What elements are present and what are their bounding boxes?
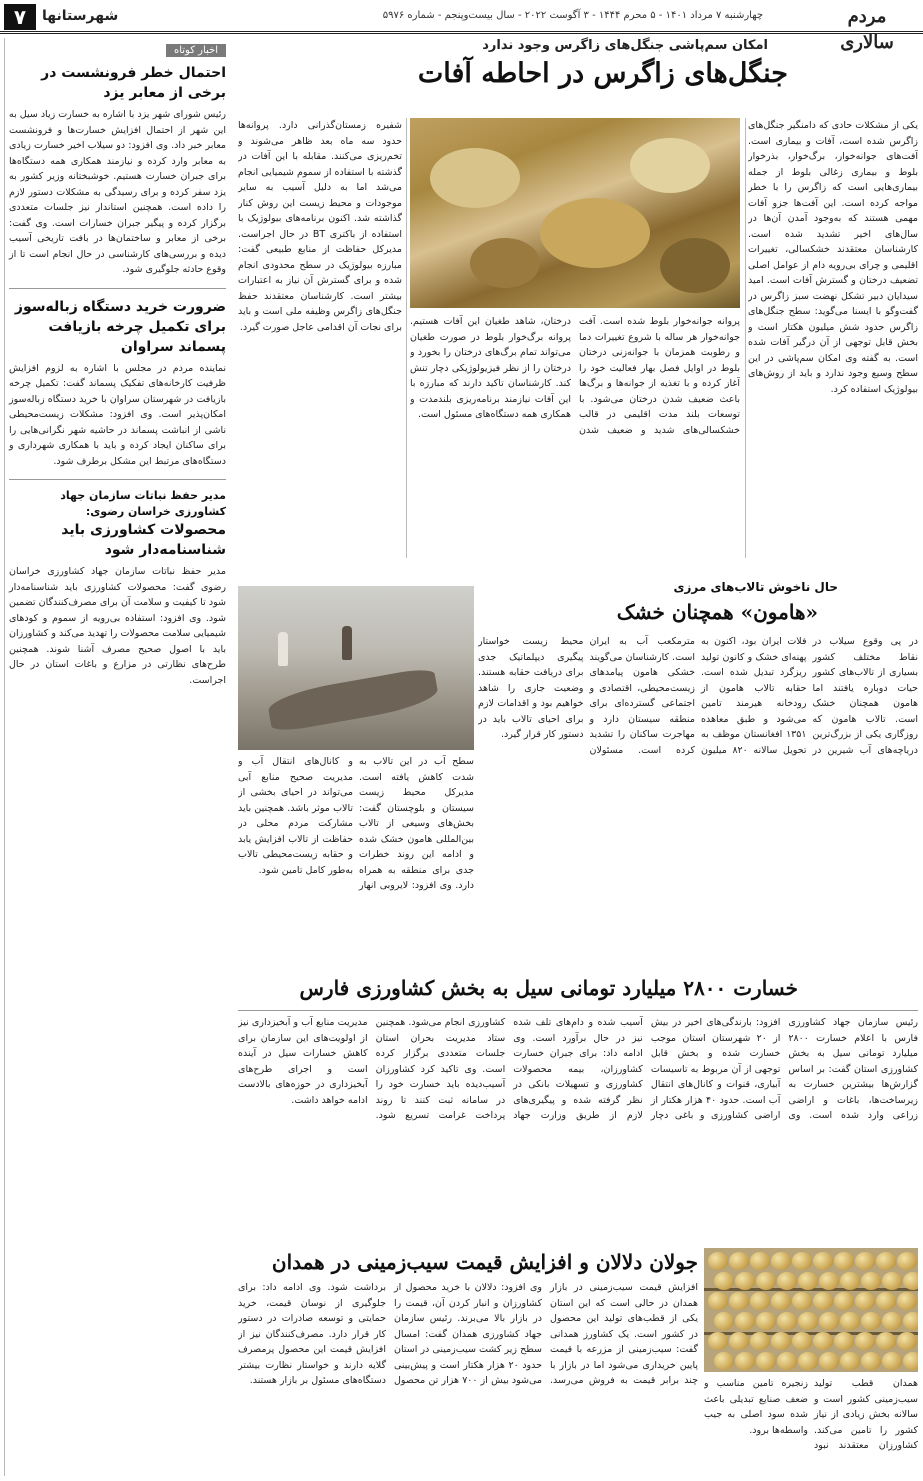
main-articles xyxy=(238,38,918,1476)
potato-shape xyxy=(792,1252,812,1270)
potato-shape xyxy=(897,1292,917,1310)
brief-yazd-title: احتمال خطر فرونشست در برخی از معابر یزد xyxy=(41,65,226,101)
section-label: شهرستانها xyxy=(42,8,119,24)
potato-shape xyxy=(771,1292,791,1310)
leaf-cluster xyxy=(630,138,710,193)
person-figure xyxy=(342,626,352,660)
short-news-column xyxy=(4,38,232,1476)
divider xyxy=(9,479,226,480)
brief-khorasan-title: محصولات کشاورزی باید شناسنامه‌دار شود xyxy=(61,522,226,558)
potato-shape xyxy=(714,1312,734,1330)
potato-shape xyxy=(708,1332,728,1350)
potato-shape xyxy=(882,1352,902,1370)
potato-shape xyxy=(777,1352,797,1370)
potato-shape xyxy=(813,1332,833,1350)
zagros-forest-photo xyxy=(410,118,740,308)
potato-shape xyxy=(714,1272,734,1290)
leaf-cluster xyxy=(470,238,540,288)
leaf-cluster xyxy=(660,238,730,293)
person-figure xyxy=(278,632,288,666)
hamoon-kicker: حال ناخوش تالاب‌های مرزی xyxy=(673,580,838,594)
potato-shape xyxy=(735,1352,755,1370)
potato-shape xyxy=(903,1272,918,1290)
potato-shape xyxy=(855,1292,875,1310)
potato-shape xyxy=(876,1332,896,1350)
potato-shape xyxy=(897,1252,917,1270)
potato-shape xyxy=(876,1252,896,1270)
potato-headline: جولان دلالان و افزایش قیمت سیب‌زمینی در همدان xyxy=(271,1250,698,1274)
lead-text-right: یکی از مشکلات حادی که دامنگیر جنگل‌های زاگرس شده است، آفات و بیماری است. آفت‌های جوانه‌خوار، برگ‌خوار، بذرخوار بلوط و بیماری زغالی بلوط از جمله بیماری‌هایی است که زاگرس را با خطر مواجه کرده است. این آفت‌ها جزو آفات مهمی هستند که به‌وجود آمدن آن‌ها در سال‌های اخیر تشدید شده است. کارشناسان معتقدند خشکسالی، تغییرات اقلیمی و چرای بی‌رویه دام از عوامل اصلی تضعیف درختان و گسترش آفات است. امید سیدایان دبیر تشکل نهضت سبز زاگرس در گفت‌وگو با ایسنا می‌گوید: سطح جنگل‌های زاگرس حدود شش میلیون هکتار است و بخش قابل توجهی از آن درگیر آفات شده است. به گفته وی امکان سم‌پاشی در این سطح وسیع وجود ندارد و باید از روش‌های بیولوژیک استفاده کرد. xyxy=(748,120,918,395)
column-rule xyxy=(406,118,407,558)
page-number: ۷ xyxy=(4,4,36,30)
potato-shape xyxy=(756,1352,776,1370)
potato-shape xyxy=(798,1312,818,1330)
potato-shape xyxy=(903,1312,918,1330)
potato-shape xyxy=(708,1292,728,1310)
potato-shape xyxy=(840,1272,860,1290)
lead-text-left: شفیره زمستان‌گذرانی دارد. پروانه‌ها حدود سه ماه بعد ظاهر می‌شوند و تخم‌ریزی می‌کنند. مقابله با این آفات در گذشته با استفاده از سموم شیمیایی انجام می‌شد اما به دلیل آسیب به سایر موجودات و محیط زیست این روش کنار گذاشته شد. اکنون برنامه‌های بیولوژیک با استفاده از باکتری BT در حال اجراست. مدیرکل حفاظت از منابع طبیعی گفت: مبارزه بیولوژیک در سطح محدودی انجام شده و برای گسترش آن نیاز به اعتبارات بیشتر است. کارشناسان معتقدند حفظ جنگل‌های زاگرس وظیفه ملی است و باید برای نجات آن اقدامی عاجل صورت گیرد. xyxy=(238,120,402,333)
potato-shape xyxy=(819,1272,839,1290)
potato-shape xyxy=(792,1332,812,1350)
lead-text-middle: پروانه جوانه‌خوار بلوط شده است. آفت جوانه‌خوار هر ساله با شروع تغییرات دما و رطوبت همزمان با جوانه‌زنی درختان بلوط در اوایل فصل بهار فعالیت خود را آغاز کرده و با تغذیه از جوانه‌ها و برگ‌ها باعث ضعیف شدن درختان می‌شود. با توسعات بلند مدت اقلیمی در قالب خشکسالی‌های شدید و ضعیف شدن درختان، شاهد طغیان این آفات هستیم. پروانه برگ‌خوار بلوط در صورت طغیان می‌تواند تمام برگ‌های درختان را بخورد و درختان را از نظر فیزیولوژیکی دچار تنش کند. کارشناسان تاکید دارند که مبارزه با این آفات نیازمند برنامه‌ریزی بلندمدت و همکاری همه دستگاه‌های مسئول است. xyxy=(410,316,740,436)
potato-shape xyxy=(792,1292,812,1310)
potato-shape xyxy=(729,1252,749,1270)
potato-shape xyxy=(834,1332,854,1350)
farm-text: رئیس سازمان جهاد کشاورزی فارس با اعلام خسارت ۲۸۰۰ میلیارد تومانی سیل به بخش کشاورزی استان گفت: بر اساس گزارش‌ها بیشترین خسارت به زیرساخت‌ها، باغات و اراضی زراعی وارد شده است. وی افزود: بارندگی‌های اخیر در بیش از ۲۰ شهرستان استان موجب خسارت شده و بخش قابل توجهی از آن مربوط به تاسیسات آبیاری، قنوات و کانال‌های انتقال آب است. حدود ۴۰ هزار هکتار از اراضی کشاورزی و باغی دچار آسیب شده و دام‌های تلف شده نیز در حال برآورد است. وی ادامه داد: برای جبران خسارت کشاورزان، بیمه محصولات کشاورزی و تسهیلات بانکی در نظر گرفته شده و پیگیری‌های لازم از طریق وزارت جهاد کشاورزی انجام می‌شود. همچنین ستاد مدیریت بحران استان جلسات متعددی برگزار کرده است. وی تاکید کرد کشاورزان آسیب‌دیده باید خسارت خود را در سامانه ثبت کنند تا روند پرداخت غرامت تسریع شود. مدیریت منابع آب و آبخیزداری نیز از اولویت‌های این سازمان برای کاهش خسارات سیل در آینده است و اجرای طرح‌های آبخیزداری در حوزه‌های بالادست ادامه خواهد داشت. xyxy=(238,1010,918,1246)
potato-shape xyxy=(882,1312,902,1330)
potato-shape xyxy=(855,1332,875,1350)
potato-shape xyxy=(714,1352,734,1370)
potato-shape xyxy=(777,1312,797,1330)
potato-shape xyxy=(756,1312,776,1330)
potato-shape xyxy=(819,1312,839,1330)
potato-shape xyxy=(819,1352,839,1370)
brief-khorasan xyxy=(9,488,226,688)
potato-shape xyxy=(798,1272,818,1290)
brief-saravan xyxy=(9,297,226,470)
newspaper-logo: مردم سالاری xyxy=(840,6,894,53)
brief-yazd xyxy=(9,63,226,278)
hamoon-text-left: سطح آب در این تالاب به شدت کاهش یافته است. مدیرکل محیط زیست سیستان و بلوچستان گفت: بخش‌های وسیعی از تالاب بین‌المللی هامون خشک شده و ادامه این روند خطرات جدی برای منطقه به همراه دارد. وی افزود: لایروبی انهار و کانال‌های انتقال آب و مدیریت صحیح منابع آبی می‌تواند در احیای بخشی از تالاب موثر باشد. همچنین باید مشارکت مردم محلی در حفاظت از تالاب افزایش یابد و حقابه زیست‌محیطی تالاب به‌طور کامل تامین شود. xyxy=(238,756,474,891)
potato-shape xyxy=(735,1272,755,1290)
potato-shape xyxy=(756,1272,776,1290)
potato-shape xyxy=(855,1252,875,1270)
potato-shape xyxy=(771,1252,791,1270)
potato-text: افزایش قیمت سیب‌زمینی در بازار همدان در حالی است که این استان یکی از قطب‌های تولید این محصول در کشور است. یک کشاورز همدانی گفت: سیب‌زمینی از مزرعه با قیمت پایین خریداری می‌شود اما در بازار با چند برابر قیمت به فروش می‌رسد. وی افزود: دلالان با خرید محصول از کشاورزان و انبار کردن آن، قیمت را در بازار بالا می‌برند. رئیس سازمان جهاد کشاورزی همدان گفت: امسال سطح زیر کشت سیب‌زمینی در استان حدود ۲۰ هزار هکتار است و پیش‌بینی می‌شود بیش از ۷۰۰ هزار تن محصول برداشت شود. وی ادامه داد: برای جلوگیری از نوسان قیمت، خرید حمایتی و توسعه صادرات در دستور کار قرار دارد. مصرف‌کنندگان نیز از افزایش قیمت این محصول پرمصرف گلایه دارند و خواستار نظارت بیشتر دستگاه‌های مسئول بر بازار هستند. xyxy=(238,1282,698,1386)
brief-saravan-title: ضرورت خرید دستگاه زباله‌سوز برای تکمیل چرخه بازیافت پسماند سراوان xyxy=(14,298,226,355)
divider xyxy=(9,288,226,289)
potato-shape xyxy=(861,1272,881,1290)
potato-shape xyxy=(861,1352,881,1370)
potato-shape xyxy=(813,1292,833,1310)
dry-lake-boat-photo xyxy=(238,586,474,750)
potato-shape xyxy=(840,1312,860,1330)
potatoes-photo xyxy=(704,1248,918,1372)
potato-shape xyxy=(834,1252,854,1270)
potato-shape xyxy=(897,1332,917,1350)
potato-shape xyxy=(750,1332,770,1350)
brief-khorasan-text: مدیر حفظ نباتات سازمان جهاد کشاورزی خراسان رضوی گفت: محصولات کشاورزی باید شناسنامه‌دار شود تا کیفیت و سلامت آن برای مصرف‌کنندگان تضمین شود. وی افزود: استفاده بی‌رویه از سموم و کودهای شیمیایی سلامت محصولات را تهدید می‌کند و کشاورزان باید با اصول صحیح مصرف آشنا شوند. همچنین طرح‌های نظارتی در مزارع و باغات استان در حال اجراست. xyxy=(9,566,226,686)
leaf-cluster xyxy=(540,198,650,268)
column-rule xyxy=(745,118,746,558)
potato-shape xyxy=(777,1272,797,1290)
potato-shape xyxy=(708,1252,728,1270)
potato-shape xyxy=(876,1292,896,1310)
potato-shape xyxy=(813,1252,833,1270)
hamoon-headline: «هامون» همچنان خشک xyxy=(616,600,818,624)
stranded-boat xyxy=(266,667,440,734)
potato-shape xyxy=(903,1352,918,1370)
potato-text-right: همدان قطب تولید سیب‌زمینی کشور است و سالانه بخش زیادی از نیاز کشور را تامین می‌کند. کشاورزان معتقدند نبود زنجیره تامین مناسب و ضعف صنایع تبدیلی باعث شده سود اصلی به جیب واسطه‌ها برود. xyxy=(704,1378,918,1451)
lead-headline: جنگل‌های زاگرس در احاطه آفات xyxy=(417,58,788,89)
potato-shape xyxy=(861,1312,881,1330)
potato-shape xyxy=(771,1332,791,1350)
potato-shape xyxy=(882,1272,902,1290)
short-news-tag: اخبار کوتاه xyxy=(166,44,226,57)
brief-khorasan-kicker: مدیر حفظ نباتات سازمان جهاد کشاورزی خراسان رضوی: xyxy=(60,489,226,518)
potato-shape xyxy=(750,1252,770,1270)
potato-shape xyxy=(798,1352,818,1370)
brief-saravan-text: نماینده مردم در مجلس با اشاره به لزوم افزایش ظرفیت کارخانه‌های تفکیک پسماند گفت: تکمیل چرخه بازیافت در شهرستان سراوان با خرید دستگاه زباله‌سوز امکان‌پذیر است. وی افزود: مشکلات زیست‌محیطی ناشی از انباشت پسماند در حاشیه شهر نگرانی‌هایی را برای ساکنان ایجاد کرده و باید با همکاری شهرداری و دستگاه‌های مرتبط این مشکل برطرف شود. xyxy=(9,362,226,467)
brief-yazd-text: رئیس شورای شهر یزد با اشاره به خسارت زیاد سیل به این شهر از احتمال افزایش خسارت‌ها و فرونشست معابر خبر داد. وی افزود: دو سیلاب اخیر خسارت زیادی به معابر وارد کرده و نیازمند همکاری همه دستگاه‌ها برای جبران خسارت هستیم. خوشبختانه وزیر کشور به یزد سفر کرده و برای رسیدگی به مشکلات دستور لازم را داده است. همچنین استاندار نیز جلسات متعددی برگزار کرده و پیگیر جبران خسارات است. وی گفت: برخی از معابر و ساختمان‌ها در بافت تاریخی آسیب دیده و بررسی‌های کارشناسی در حال انجام است تا از وقوع حادثه جلوگیری شود. xyxy=(9,109,226,275)
potato-shape xyxy=(834,1292,854,1310)
farm-headline: خسارت ۲۸۰۰ میلیارد تومانی سیل به بخش کشاورزی فارس xyxy=(299,976,798,1000)
leaf-cluster xyxy=(430,148,520,208)
potato-shape xyxy=(729,1332,749,1350)
dateline: چهارشنبه ۷ مرداد ۱۴۰۱ - ۵ محرم ۱۴۴۴ - ۳ آگوست ۲۰۲۲ - سال بیست‌وپنجم - شماره ۵۹۷۶ xyxy=(382,10,763,21)
potato-shape xyxy=(840,1352,860,1370)
potato-shape xyxy=(750,1292,770,1310)
hamoon-text: در پی وقوع سیلاب در نقاط مختلف کشور بسیاری از تالاب‌های کشور حیات دوباره یافتند اما هامون همچنان خشک است. تالاب هامون که روزگاری یکی از بزرگ‌ترین دریاچه‌های آب شیرین در فلات ایران بود، اکنون به پهنه‌ای خشک و کانون تولید ریزگرد تبدیل شده است. حقابه تالاب هامون از رودخانه هیرمند تامین می‌شود و طبق معاهده ۱۳۵۱ افغانستان موظف به تحویل سالانه ۸۲۰ میلیون مترمکعب آب به ایران است. کارشناسان می‌گویند خشکی هامون پیامدهای زیست‌محیطی، اقتصادی و اجتماعی گسترده‌ای برای منطقه سیستان دارد و مهاجرت ساکنان را تشدید کرده است. مسئولان محیط زیست خواستار پیگیری دیپلماتیک جدی برای دریافت حقابه هستند. وضعیت جاری را شاهد خواهیم بود و اقدامات لازم برای احیای تالاب باید در دستور کار قرار گیرد. xyxy=(478,636,918,756)
potato-shape xyxy=(729,1292,749,1310)
lead-kicker: امکان سم‌پاشی جنگل‌های زاگرس وجود ندارد xyxy=(482,38,768,53)
potato-shape xyxy=(735,1312,755,1330)
